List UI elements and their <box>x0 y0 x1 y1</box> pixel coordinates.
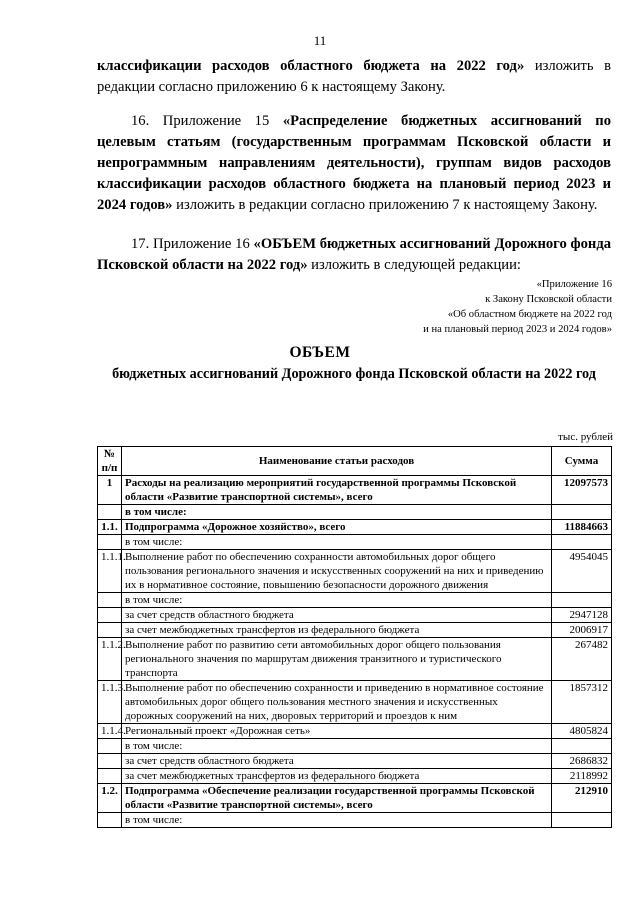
row-sum <box>552 813 612 828</box>
row-name: Выполнение работ по обеспечению сохранности и приведению в нормативное состояние автомобильных дорог общего пользования местного значения и искусственных дорожных сооружений на них, дворовых территорий и проездов к ним <box>122 681 552 724</box>
row-sum: 2118992 <box>552 769 612 784</box>
row-number <box>98 623 122 638</box>
annex-line: и на плановый период 2023 и 2024 годов» <box>423 324 612 335</box>
annex-line: к Закону Псковской области <box>485 294 612 305</box>
row-name: Подпрограмма «Дорожное хозяйство», всего <box>122 520 552 535</box>
row-number: 1 <box>98 476 122 505</box>
paragraph-bold-text: классификации расходов областного бюджета на 2022 год» <box>97 58 525 74</box>
row-number: 1.1.1. <box>98 550 122 593</box>
page-number: 11 <box>313 33 327 48</box>
paragraph-16 <box>97 111 611 216</box>
row-number <box>98 769 122 784</box>
row-sum <box>552 535 612 550</box>
table-row <box>98 681 612 724</box>
table-row <box>98 769 612 784</box>
row-number: 1.1.4. <box>98 724 122 739</box>
table-row <box>98 476 612 505</box>
table-row <box>98 520 612 535</box>
table-row <box>98 739 612 754</box>
paragraph-text: изложить в редакции согласно приложению 7 к настоящему Закону. <box>172 197 598 213</box>
row-number <box>98 754 122 769</box>
annex-line: «Приложение 16 <box>536 279 612 290</box>
table-row <box>98 550 612 593</box>
units-label: тыс. рублей <box>558 431 613 443</box>
paragraph-prefix: 17. Приложение 16 <box>131 236 254 252</box>
row-name: за счет средств областного бюджета <box>122 754 552 769</box>
row-sum: 2947128 <box>552 608 612 623</box>
row-name: в том числе: <box>122 813 552 828</box>
row-name: за счет межбюджетных трансфертов из федерального бюджета <box>122 769 552 784</box>
row-number: 1.2. <box>98 784 122 813</box>
table-row <box>98 813 612 828</box>
row-number <box>98 505 122 520</box>
row-name: Выполнение работ по обеспечению сохранности автомобильных дорог общего пользования регионального значения и искусственных сооружений на них и приведению их в нормативное состояние, повышению безопасности дорожного движения <box>122 550 552 593</box>
row-sum: 11884663 <box>552 520 612 535</box>
row-sum: 2686832 <box>552 754 612 769</box>
row-name: в том числе: <box>122 505 552 520</box>
paragraph-bold-text: «Распределение бюджетных ассигнований по целевым статьям (государственным программам Псковской области и непрограммным направлениям деятельности), группам видов расходов классификации расходов областного бюджета на плановый период 2023 и 2024 годов» <box>97 113 612 213</box>
row-name: Подпрограмма «Обеспечение реализации государственной программы Псковской области «Развитие транспортной системы», всего <box>122 784 552 813</box>
row-sum: 267482 <box>552 638 612 681</box>
row-number <box>98 739 122 754</box>
header-sum: Сумма <box>552 447 612 476</box>
row-name: в том числе: <box>122 593 552 608</box>
row-sum: 4954045 <box>552 550 612 593</box>
paragraph-text: изложить в редакции согласно приложению 6 к настоящему Закону. <box>97 58 611 95</box>
table-row <box>98 638 612 681</box>
document-title: ОБЪЕМ <box>289 344 351 361</box>
table-row <box>98 623 612 638</box>
row-name: за счет средств областного бюджета <box>122 608 552 623</box>
table-row <box>98 505 612 520</box>
paragraph-prefix: 16. Приложение 15 <box>131 113 283 129</box>
document-subtitle: бюджетных ассигнований Дорожного фонда Псковской области на 2022 год <box>112 366 596 382</box>
row-sum <box>552 593 612 608</box>
header-num: № п/п <box>98 447 122 476</box>
paragraph-15-continuation <box>97 56 611 98</box>
row-number <box>98 813 122 828</box>
table-row <box>98 724 612 739</box>
row-name: в том числе: <box>122 535 552 550</box>
row-number <box>98 608 122 623</box>
paragraph-text: изложить в следующей редакции: <box>307 257 521 273</box>
paragraph-bold-text: «ОБЪЕМ бюджетных ассигнований Дорожного фонда Псковской области на 2022 год» <box>97 236 612 273</box>
table-row <box>98 754 612 769</box>
table-row <box>98 608 612 623</box>
row-sum <box>552 505 612 520</box>
header-name: Наименование статьи расходов <box>122 447 552 476</box>
annex-header <box>423 277 612 337</box>
table-header-row <box>98 447 612 476</box>
row-number <box>98 535 122 550</box>
row-sum: 2006917 <box>552 623 612 638</box>
row-sum: 12097573 <box>552 476 612 505</box>
table-row <box>98 784 612 813</box>
row-sum: 1857312 <box>552 681 612 724</box>
row-number: 1.1.2. <box>98 638 122 681</box>
table-row <box>98 535 612 550</box>
row-number: 1.1. <box>98 520 122 535</box>
row-name: в том числе: <box>122 739 552 754</box>
row-name: Региональный проект «Дорожная сеть» <box>122 724 552 739</box>
row-sum: 4805824 <box>552 724 612 739</box>
paragraph-17 <box>97 234 611 276</box>
annex-line: «Об областном бюджете на 2022 год <box>447 309 612 320</box>
row-name: Расходы на реализацию мероприятий государственной программы Псковской области «Развитие транспортной системы», всего <box>122 476 552 505</box>
row-number <box>98 593 122 608</box>
row-sum <box>552 739 612 754</box>
row-name: за счет межбюджетных трансфертов из федерального бюджета <box>122 623 552 638</box>
table-row <box>98 593 612 608</box>
row-number: 1.1.3. <box>98 681 122 724</box>
row-sum: 212910 <box>552 784 612 813</box>
row-name: Выполнение работ по развитию сети автомобильных дорог общего пользования регионального значения по маршрутам движения транзитного и туристического транспорта <box>122 638 552 681</box>
budget-table <box>97 446 612 828</box>
